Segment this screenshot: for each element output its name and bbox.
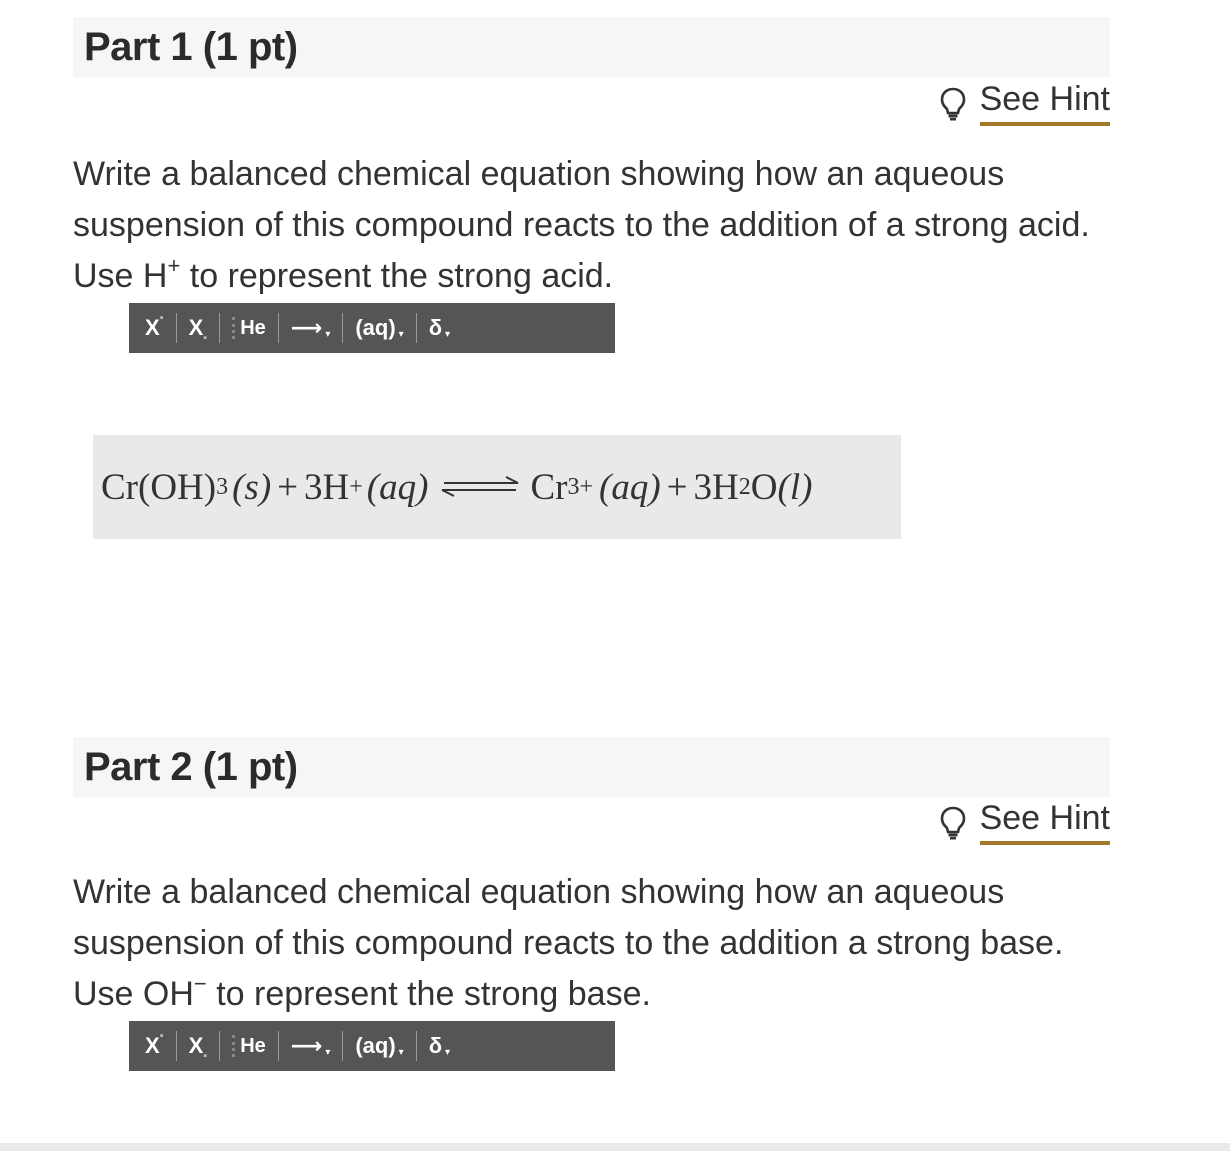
- state-button[interactable]: (aq) ▾: [355, 1033, 404, 1058]
- balanced-equation: Cr(OH) 3 (s) + 3H + (aq) Cr 3+ (aq) + 3H 2 O (l): [101, 466, 813, 508]
- part1-see-hint[interactable]: [940, 81, 1110, 127]
- delta-button[interactable]: δ ▾: [428, 1033, 451, 1058]
- part1-header: [73, 17, 1110, 77]
- part2-title: Part 2 (1 pt): [84, 745, 298, 789]
- element-button[interactable]: He: [232, 313, 266, 343]
- part1-title: Part 1 (1 pt): [84, 25, 298, 69]
- part1-answer-box[interactable]: [93, 435, 901, 539]
- lightbulb-icon: [940, 806, 966, 840]
- reaction-arrow-button[interactable]: ⟶ ▾: [290, 315, 331, 340]
- equilibrium-arrow-icon: [438, 475, 522, 499]
- part2-equation-toolbar: [129, 1021, 615, 1071]
- see-hint-link[interactable]: See Hint: [980, 82, 1110, 126]
- lightbulb-icon: [940, 87, 966, 121]
- delta-button[interactable]: δ ▾: [428, 315, 451, 340]
- part2-question: Write a balanced chemical equation showing how an aqueous suspension of this compound reacts to the addition a strong base. Use OH− to represent the strong base.: [73, 873, 1064, 1013]
- part2-header: [73, 737, 1110, 797]
- subscript-button[interactable]: X ▪: [188, 315, 208, 344]
- part2-see-hint[interactable]: [940, 800, 1110, 846]
- state-button[interactable]: (aq) ▾: [355, 315, 404, 340]
- superscript-button[interactable]: X ▪: [145, 312, 164, 340]
- bottom-divider: [0, 1143, 1230, 1151]
- reaction-arrow-button[interactable]: ⟶ ▾: [290, 1033, 331, 1058]
- superscript-button[interactable]: X ▪: [145, 1030, 164, 1058]
- subscript-button[interactable]: X ▪: [188, 1033, 208, 1062]
- part1-question: Write a balanced chemical equation showing how an aqueous suspension of this compound reacts to the addition of a strong acid. Use H+ to represent the strong acid.: [73, 155, 1090, 295]
- part1-equation-toolbar: [129, 303, 615, 353]
- see-hint-link[interactable]: See Hint: [980, 801, 1110, 845]
- element-button[interactable]: He: [232, 1031, 266, 1061]
